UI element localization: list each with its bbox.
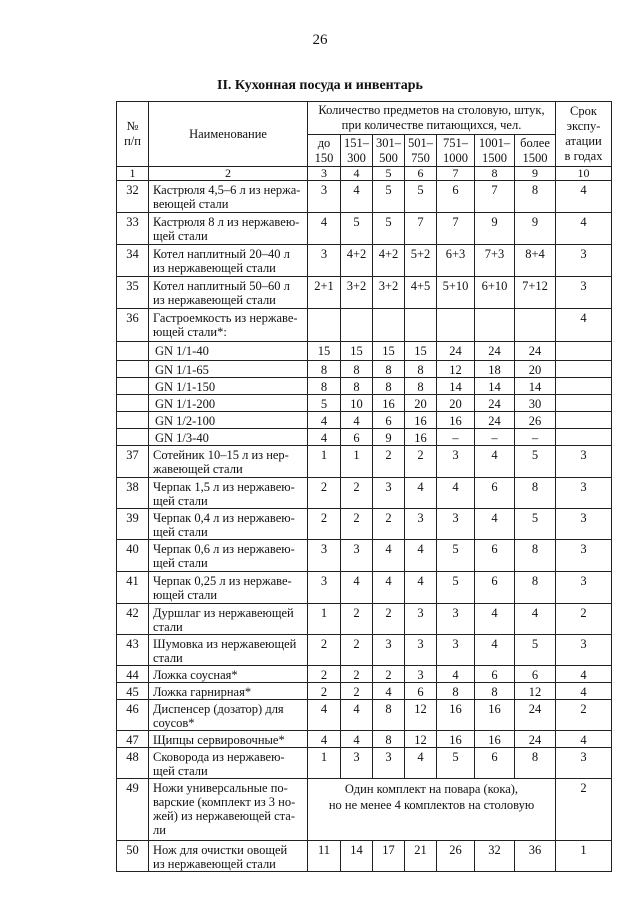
item-name: Котел наплитный 20–40 л из нержавеющей стали [149, 245, 308, 277]
row-number [117, 412, 149, 429]
quantity-cell: 16 [405, 412, 437, 429]
quantity-cell: 16 [475, 731, 515, 748]
table-row [117, 635, 612, 666]
quantity-cell: 12 [515, 683, 556, 700]
table-row [117, 666, 612, 683]
quantity-cell: 14 [475, 378, 515, 395]
table-row [117, 245, 612, 277]
row-number [117, 342, 149, 361]
quantity-cell: 1 [341, 446, 373, 478]
quantity-cell: 8 [515, 748, 556, 779]
service-term: 3 [556, 748, 612, 779]
service-term: 3 [556, 540, 612, 572]
quantity-cell: 3+2 [373, 277, 405, 309]
quantity-cell: 5+10 [437, 277, 475, 309]
table-row [117, 429, 612, 446]
quantity-cell: 8 [373, 361, 405, 378]
item-name: GN 1/1-150 [149, 378, 308, 395]
quantity-cell: 3 [437, 635, 475, 666]
quantity-cell: 3+2 [341, 277, 373, 309]
row-number [117, 361, 149, 378]
quantity-cell: 3 [437, 446, 475, 478]
row-number: 49 [117, 779, 149, 841]
quantity-cell: 3 [308, 181, 341, 213]
column-number: 2 [149, 167, 308, 181]
item-name: GN 1/2-100 [149, 412, 308, 429]
quantity-cell: 14 [341, 841, 373, 872]
quantity-cell: 10 [341, 395, 373, 412]
table-row [117, 700, 612, 731]
quantity-cell: 2 [341, 666, 373, 683]
column-number: 5 [373, 167, 405, 181]
service-term: 4 [556, 213, 612, 245]
quantity-cell: 2 [308, 666, 341, 683]
item-name: Черпак 1,5 л из нержавею- щей стали [149, 478, 308, 509]
quantity-cell: 16 [437, 700, 475, 731]
quantity-cell: 15 [341, 342, 373, 361]
quantity-cell: 8 [308, 361, 341, 378]
row-number: 37 [117, 446, 149, 478]
quantity-cell: 14 [515, 378, 556, 395]
quantity-cell: 2 [308, 683, 341, 700]
item-name: Ложка соусная* [149, 666, 308, 683]
service-term: 2 [556, 779, 612, 841]
quantity-cell: 24 [475, 412, 515, 429]
quantity-cell: 8 [308, 378, 341, 395]
row-number: 39 [117, 509, 149, 540]
quantity-cell: 24 [475, 395, 515, 412]
table-row [117, 181, 612, 213]
row-number: 33 [117, 213, 149, 245]
quantity-cell: 2 [373, 446, 405, 478]
service-term: 3 [556, 277, 612, 309]
quantity-cell: 20 [437, 395, 475, 412]
service-term: 1 [556, 841, 612, 872]
inventory-table [116, 101, 612, 872]
quantity-cell: 4 [373, 540, 405, 572]
quantity-cell: 3 [405, 509, 437, 540]
quantity-cell: 5 [308, 395, 341, 412]
quantity-cell: 4 [341, 412, 373, 429]
quantity-cell: 24 [515, 700, 556, 731]
quantity-cell [308, 309, 341, 342]
quantity-cell: 4 [341, 700, 373, 731]
quantity-cell: 8+4 [515, 245, 556, 277]
quantity-cell: 4 [405, 572, 437, 604]
quantity-cell: 4 [308, 412, 341, 429]
quantity-cell: 8 [515, 478, 556, 509]
table-row [117, 378, 612, 395]
quantity-cell: 4 [437, 666, 475, 683]
quantity-cell: 3 [405, 604, 437, 635]
quantity-cell: 8 [475, 683, 515, 700]
quantity-cell: 3 [373, 635, 405, 666]
quantity-cell: 3 [437, 604, 475, 635]
quantity-cell: 6 [373, 412, 405, 429]
column-number: 7 [437, 167, 475, 181]
item-name: GN 1/1-40 [149, 342, 308, 361]
quantity-cell: 4 [308, 429, 341, 446]
table-row [117, 683, 612, 700]
quantity-cell: 3 [341, 540, 373, 572]
header-group: до 150 [308, 135, 341, 167]
quantity-cell: 7+3 [475, 245, 515, 277]
quantity-cell: 2 [373, 604, 405, 635]
quantity-cell: 8 [515, 181, 556, 213]
quantity-cell: 8 [373, 731, 405, 748]
quantity-cell: 5+2 [405, 245, 437, 277]
quantity-cell: 7 [405, 213, 437, 245]
header-term: Срок экспу- атации в годах [556, 102, 612, 167]
quantity-cell: 4 [475, 509, 515, 540]
item-name: Кастрюля 4,5–6 л из нержа- веющей стали [149, 181, 308, 213]
quantity-cell: 16 [437, 731, 475, 748]
quantity-cell: 3 [437, 509, 475, 540]
item-name: Ножи универсальные по- варские (комплект из 3 но- жей) из нержавеющей ста- ли [149, 779, 308, 841]
quantity-cell: 4 [405, 540, 437, 572]
quantity-cell: 5 [437, 540, 475, 572]
quantity-cell: 7 [475, 181, 515, 213]
service-term: 3 [556, 635, 612, 666]
table-row [117, 540, 612, 572]
item-name: Кастрюля 8 л из нержавею- щей стали [149, 213, 308, 245]
quantity-cell: 4 [405, 478, 437, 509]
quantity-note: Один комплект на повара (кока), но не менее 4 комплектов на столовую [308, 779, 556, 841]
quantity-cell: – [515, 429, 556, 446]
quantity-cell: 2 [405, 446, 437, 478]
quantity-cell: 5 [515, 446, 556, 478]
table-row [117, 731, 612, 748]
quantity-cell: 2+1 [308, 277, 341, 309]
service-term: 3 [556, 446, 612, 478]
row-number: 46 [117, 700, 149, 731]
header-no: № п/п [117, 102, 149, 167]
service-term: 2 [556, 700, 612, 731]
quantity-cell: 3 [405, 635, 437, 666]
quantity-cell: 4 [341, 181, 373, 213]
table-row [117, 478, 612, 509]
quantity-cell: 6 [475, 478, 515, 509]
quantity-cell: 8 [373, 700, 405, 731]
quantity-cell [405, 309, 437, 342]
quantity-cell: – [437, 429, 475, 446]
quantity-cell: 15 [373, 342, 405, 361]
quantity-cell: 12 [405, 700, 437, 731]
column-number: 9 [515, 167, 556, 181]
row-number: 44 [117, 666, 149, 683]
row-number: 47 [117, 731, 149, 748]
service-term [556, 378, 612, 395]
quantity-cell: 21 [405, 841, 437, 872]
service-term [556, 412, 612, 429]
row-number: 36 [117, 309, 149, 342]
item-name: GN 1/1-200 [149, 395, 308, 412]
table-row [117, 779, 612, 841]
quantity-cell: 4 [515, 604, 556, 635]
service-term: 4 [556, 731, 612, 748]
quantity-cell [475, 309, 515, 342]
quantity-cell: 5 [437, 748, 475, 779]
header-quantity: Количество предметов на столовую, штук, при количестве питающихся, чел. [308, 102, 556, 135]
quantity-cell: 20 [515, 361, 556, 378]
table-row [117, 213, 612, 245]
service-term: 2 [556, 604, 612, 635]
row-number [117, 378, 149, 395]
quantity-cell: 3 [373, 748, 405, 779]
quantity-cell: 8 [405, 361, 437, 378]
item-name: Черпак 0,6 л из нержавею- щей стали [149, 540, 308, 572]
quantity-cell: 5 [341, 213, 373, 245]
quantity-cell: 4 [341, 572, 373, 604]
quantity-cell: 4 [475, 604, 515, 635]
row-number: 42 [117, 604, 149, 635]
item-name: Шумовка из нержавеющей стали [149, 635, 308, 666]
quantity-cell: 6 [515, 666, 556, 683]
service-term: 4 [556, 683, 612, 700]
quantity-cell: 30 [515, 395, 556, 412]
quantity-cell: 2 [308, 478, 341, 509]
row-number: 38 [117, 478, 149, 509]
row-number: 45 [117, 683, 149, 700]
quantity-cell: 4+5 [405, 277, 437, 309]
quantity-cell: 18 [475, 361, 515, 378]
quantity-cell: 24 [475, 342, 515, 361]
quantity-cell: 6 [475, 572, 515, 604]
item-name: Щипцы сервировочные* [149, 731, 308, 748]
quantity-cell: 8 [515, 540, 556, 572]
quantity-cell: 24 [515, 342, 556, 361]
header-name: Наименование [149, 102, 308, 167]
quantity-cell: 5 [405, 181, 437, 213]
quantity-cell: 4 [308, 213, 341, 245]
service-term: 4 [556, 666, 612, 683]
row-number: 41 [117, 572, 149, 604]
quantity-cell: 8 [437, 683, 475, 700]
quantity-cell: 2 [373, 509, 405, 540]
quantity-cell: 15 [308, 342, 341, 361]
quantity-cell: 4 [475, 635, 515, 666]
table-row [117, 361, 612, 378]
quantity-cell [515, 309, 556, 342]
page-number: 26 [312, 32, 328, 48]
quantity-cell: 32 [475, 841, 515, 872]
quantity-cell: 1 [308, 748, 341, 779]
quantity-cell: 2 [308, 635, 341, 666]
service-term: 3 [556, 478, 612, 509]
item-name: Гастроемкость из нержаве- ющей стали*: [149, 309, 308, 342]
section-title: II. Кухонная посуда и инвентарь [217, 78, 423, 93]
table-row [117, 841, 612, 872]
column-number: 8 [475, 167, 515, 181]
quantity-cell: 5 [515, 509, 556, 540]
item-name: Ложка гарнирная* [149, 683, 308, 700]
item-name: Котел наплитный 50–60 л из нержавеющей стали [149, 277, 308, 309]
quantity-cell: 8 [341, 378, 373, 395]
quantity-cell: 6+3 [437, 245, 475, 277]
header-group: 301– 500 [373, 135, 405, 167]
item-name: Черпак 0,25 л из нержаве- ющей стали [149, 572, 308, 604]
quantity-cell: 26 [437, 841, 475, 872]
table-row [117, 446, 612, 478]
item-name: GN 1/1-65 [149, 361, 308, 378]
item-name: Нож для очистки овощей из нержавеющей стали [149, 841, 308, 872]
column-number: 10 [556, 167, 612, 181]
quantity-cell: 2 [308, 509, 341, 540]
quantity-cell: 3 [308, 245, 341, 277]
quantity-cell: 7 [437, 213, 475, 245]
item-name: GN 1/3-40 [149, 429, 308, 446]
column-number: 3 [308, 167, 341, 181]
quantity-cell: 4 [308, 731, 341, 748]
column-number: 4 [341, 167, 373, 181]
quantity-cell: 2 [341, 683, 373, 700]
quantity-cell: 6+10 [475, 277, 515, 309]
row-number: 34 [117, 245, 149, 277]
item-name: Дуршлаг из нержавеющей стали [149, 604, 308, 635]
table-row [117, 342, 612, 361]
quantity-cell: 16 [405, 429, 437, 446]
table-row [117, 277, 612, 309]
quantity-cell: 3 [373, 478, 405, 509]
quantity-cell [341, 309, 373, 342]
quantity-cell: 8 [515, 572, 556, 604]
item-name: Сотейник 10–15 л из нер- жавеющей стали [149, 446, 308, 478]
quantity-cell: 3 [405, 666, 437, 683]
quantity-cell: 9 [515, 213, 556, 245]
quantity-cell: 16 [373, 395, 405, 412]
quantity-cell: 24 [437, 342, 475, 361]
service-term [556, 361, 612, 378]
quantity-cell: 3 [341, 748, 373, 779]
row-number: 32 [117, 181, 149, 213]
header-group: 151– 300 [341, 135, 373, 167]
quantity-cell: 4 [341, 731, 373, 748]
header-group: 501– 750 [405, 135, 437, 167]
header-group: 1001– 1500 [475, 135, 515, 167]
quantity-cell: 26 [515, 412, 556, 429]
quantity-cell: 2 [341, 635, 373, 666]
quantity-cell: 4 [373, 572, 405, 604]
quantity-cell: 20 [405, 395, 437, 412]
quantity-cell: 9 [475, 213, 515, 245]
table-row [117, 395, 612, 412]
quantity-cell: 6 [475, 666, 515, 683]
table-row [117, 412, 612, 429]
table-row [117, 572, 612, 604]
item-name: Сковорода из нержавею- щей стали [149, 748, 308, 779]
column-number: 1 [117, 167, 149, 181]
table-row [117, 309, 612, 342]
quantity-cell: 2 [341, 604, 373, 635]
quantity-cell [373, 309, 405, 342]
service-term: 3 [556, 572, 612, 604]
header-group: 751– 1000 [437, 135, 475, 167]
quantity-cell: 6 [341, 429, 373, 446]
quantity-cell: 1 [308, 604, 341, 635]
item-name: Диспенсер (дозатор) для соусов* [149, 700, 308, 731]
quantity-cell: 15 [405, 342, 437, 361]
row-number: 48 [117, 748, 149, 779]
quantity-cell: 2 [373, 666, 405, 683]
quantity-cell: 24 [515, 731, 556, 748]
quantity-cell: 12 [405, 731, 437, 748]
item-name: Черпак 0,4 л из нержавею- щей стали [149, 509, 308, 540]
table-row [117, 748, 612, 779]
quantity-cell: 4 [308, 700, 341, 731]
service-term: 4 [556, 181, 612, 213]
column-number: 6 [405, 167, 437, 181]
quantity-cell: – [475, 429, 515, 446]
header-group: более 1500 [515, 135, 556, 167]
quantity-cell: 4 [437, 478, 475, 509]
quantity-cell: 36 [515, 841, 556, 872]
quantity-cell: 2 [341, 509, 373, 540]
service-term [556, 342, 612, 361]
quantity-cell: 3 [308, 540, 341, 572]
quantity-cell: 8 [373, 378, 405, 395]
quantity-cell: 4 [475, 446, 515, 478]
row-number: 40 [117, 540, 149, 572]
quantity-cell: 2 [341, 478, 373, 509]
quantity-cell: 4 [405, 748, 437, 779]
quantity-cell [437, 309, 475, 342]
quantity-cell: 4+2 [341, 245, 373, 277]
quantity-cell: 11 [308, 841, 341, 872]
service-term [556, 395, 612, 412]
quantity-cell: 17 [373, 841, 405, 872]
quantity-cell: 7+12 [515, 277, 556, 309]
quantity-cell: 6 [475, 748, 515, 779]
quantity-cell: 6 [437, 181, 475, 213]
quantity-cell: 14 [437, 378, 475, 395]
service-term [556, 429, 612, 446]
quantity-cell: 12 [437, 361, 475, 378]
row-number [117, 429, 149, 446]
quantity-cell: 5 [373, 213, 405, 245]
row-number: 50 [117, 841, 149, 872]
service-term: 4 [556, 309, 612, 342]
quantity-cell: 16 [475, 700, 515, 731]
row-number: 35 [117, 277, 149, 309]
quantity-cell: 5 [515, 635, 556, 666]
quantity-cell: 8 [341, 361, 373, 378]
service-term: 3 [556, 509, 612, 540]
row-number: 43 [117, 635, 149, 666]
quantity-cell: 8 [405, 378, 437, 395]
quantity-cell: 3 [308, 572, 341, 604]
table-row [117, 604, 612, 635]
quantity-cell: 5 [373, 181, 405, 213]
quantity-cell: 4+2 [373, 245, 405, 277]
quantity-cell: 9 [373, 429, 405, 446]
quantity-cell: 6 [475, 540, 515, 572]
row-number [117, 395, 149, 412]
quantity-cell: 4 [373, 683, 405, 700]
quantity-cell: 1 [308, 446, 341, 478]
quantity-cell: 6 [405, 683, 437, 700]
table-row [117, 509, 612, 540]
service-term: 3 [556, 245, 612, 277]
quantity-cell: 5 [437, 572, 475, 604]
quantity-cell: 16 [437, 412, 475, 429]
